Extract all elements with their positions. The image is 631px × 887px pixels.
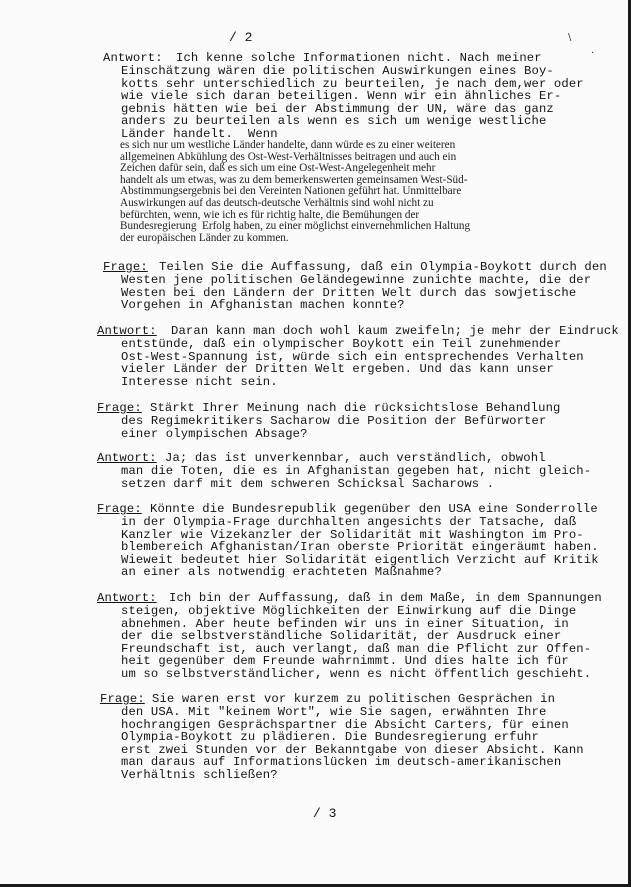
insert-line: Zeichen dafür sein, daß es sich um eine Ost-West-Angelegenheit mehr: [120, 162, 436, 175]
text-line: Kanzler wie Vizekanzler der Solidarität mit Washington im Pro-: [121, 527, 584, 542]
text-line: entstünde, daß ein olympischer Boykott ein Teil zunehmender: [121, 337, 562, 351]
text-line: man daraus auf Informationslücken im deutsch-amerikanischen: [121, 755, 562, 770]
text-line: hochrangigen Gesprächspartner die Absicht Carters, für einen: [121, 717, 569, 732]
text-line: erst zwei Stunden vor der Bekanntgabe von dieser Absicht. Kann: [121, 742, 584, 757]
text-line: Vorgehen in Afghanistan machen konnte?: [121, 298, 405, 313]
insert-line: befürchten, wenn, wie ich es für richtig halte, die Bemühungen der: [120, 208, 420, 221]
text-line: an einer als notwendig erachteten Maßnahme?: [121, 565, 442, 580]
text-line: vieler Länder der Dritten Welt ergeben. Und das kann unser: [121, 362, 554, 377]
text-line: gebnis hätten wie bei der Abstimmung der UN, wäre das ganz: [121, 101, 554, 116]
margin-mark: ·: [591, 48, 595, 59]
text-line: abnehmen. Aber heute befinden wir uns in einer Situation, in: [121, 616, 569, 631]
answer-2-label: Antwort:: [97, 324, 157, 338]
text-line: Wieweit bedeutet hier Solidarität eigentlich Verzicht auf Kritik: [121, 552, 599, 567]
text-line: um so selbstverständlicher, wenn es nicht öffentlich geschieht.: [121, 666, 592, 681]
text-line: Ost-West-Spannung ist, würde sich ein entsprechendes Verhalten: [121, 349, 584, 364]
text-line: den USA. Mit "keinem Wort", wie Sie sagen, erwähnten Ihre: [121, 705, 547, 719]
text-line: einer olympischen Absage?: [121, 426, 308, 441]
text-line: anders zu beurteilen als wenn es sich um wenige westliche: [121, 114, 547, 129]
answer-1-label: Antwort:: [103, 51, 163, 65]
answer-1-label-underline: [103, 52, 163, 65]
text-line: Westen jene politischen Geländegewinne zunichte machte, die der: [121, 273, 592, 287]
text-line: Einschätzung wären die politischen Auswirkungen eines Boy-: [121, 64, 554, 78]
text-line: Verhältnis schließen?: [121, 767, 278, 782]
question-5-label: Frage:: [100, 692, 145, 706]
text-line: blembereich Afghanistan/Iran oberste Priorität eingeräumt haben.: [121, 540, 599, 555]
question-2-text: [121, 274, 591, 312]
text-line: setzen darf mit dem schweren Schicksal Sacharows .: [121, 476, 495, 491]
insert-line: Abstimmungsergebnis bei den Vereinten Nationen geführt hat. Unmittelbare: [120, 185, 462, 198]
answer-1-typed-insert: [120, 140, 470, 244]
text-line: heit gegenüber dem Freunde wahrnimmt. Und dies halte ich für: [121, 654, 569, 669]
margin-mark: \: [568, 32, 572, 43]
answer-2-first-line: Daran kann man doch wohl kaum zweifeln; je mehr der Eindruck: [171, 324, 619, 338]
text-line: Westen bei den Ländern der Dritten Welt durch das sowjetische: [121, 285, 577, 300]
next-page-number: / 3: [313, 806, 337, 821]
text-line: in der Olympia-Frage durchhalten angesichts der Tatsache, daß: [121, 515, 577, 529]
question-2-first-line: Teilen Sie die Auffassung, daß ein Olympia-Boykott durch den: [159, 260, 607, 274]
question-4-first-line: Könnte die Bundesrepublik gegenüber den USA eine Sonderrolle: [150, 502, 598, 516]
answer-2-text: [121, 338, 584, 388]
question-3-text: [121, 415, 546, 440]
text-line: wie viele sich daran beteiligen. Wenn wir ein ähnliches Er-: [121, 89, 562, 104]
answer-4-text: [121, 605, 591, 681]
insert-line: es sich nur um westliche Länder handelte, dann würde es zu einer weiteren: [120, 139, 456, 151]
question-5-first-line: Sie waren erst vor kurzem zu politischen Gesprächen in: [152, 692, 556, 706]
insert-line: Bundesregierung Erfolg haben, zu einer möglichst einvernehmlichen Haltung: [120, 220, 471, 233]
question-5-text: [121, 706, 584, 782]
text-line: Freundschaft ist, auch verlangt, daß man die Pflicht zur Offen-: [121, 641, 592, 656]
insert-line: der europäischen Länder zu kommen.: [120, 231, 289, 244]
page-number: / 2: [229, 30, 253, 45]
text-line: steigen, objektive Möglichkeiten der Einwirkung auf die Dinge: [121, 604, 577, 618]
answer-4-first-line: Ich bin der Auffassung, daß in dem Maße, in dem Spannungen: [169, 591, 602, 605]
answer-1-text: [121, 65, 584, 141]
text-line: kotts sehr unterschiedlich zu beurteilen, je nach dem,wer oder: [121, 76, 584, 91]
question-2-label: Frage:: [103, 260, 148, 274]
text-line: des Regimekritikers Sacharow die Position der Befürworter: [121, 414, 547, 428]
question-4-label: Frage:: [97, 502, 142, 516]
question-4-text: [121, 516, 599, 579]
text-line: Olympia-Boykott zu plädieren. Die Bundesregierung erfuhr: [121, 730, 539, 745]
answer-4-label: Antwort:: [97, 591, 157, 605]
answer-3-text: [121, 465, 591, 490]
question-3-label: Frage:: [97, 401, 142, 415]
answer-3-label: Antwort:: [97, 451, 157, 465]
insert-line: handelt als um etwas, was zu dem bemerkenswerten gemeinsamen West-Süd-: [120, 173, 468, 186]
text-line: man die Toten, die es in Afghanistan gegeben hat, nicht gleich-: [121, 464, 592, 478]
text-line: Länder handelt. Wenn: [121, 126, 278, 141]
answer-3-first-line: Ja; das ist unverkennbar, auch verständlich, obwohl: [165, 451, 546, 465]
insert-line: allgemeinen Abkühlung des Ost-West-Verhältnisses beitragen und auch ein: [120, 150, 457, 163]
text-line: der die selbstverständliche Solidarität, der Ausdruck einer: [121, 629, 562, 644]
text-line: Interesse nicht sein.: [121, 374, 278, 389]
question-3-first-line: Stärkt Ihrer Meinung nach die rücksichtslose Behandlung: [150, 401, 561, 415]
insert-line: Auswirkungen auf das deutsch-deutsche Verhältnis sind wohl nicht zu: [120, 196, 434, 209]
answer-1-first-line: Ich kenne solche Informationen nicht. Nach meiner: [176, 51, 542, 65]
